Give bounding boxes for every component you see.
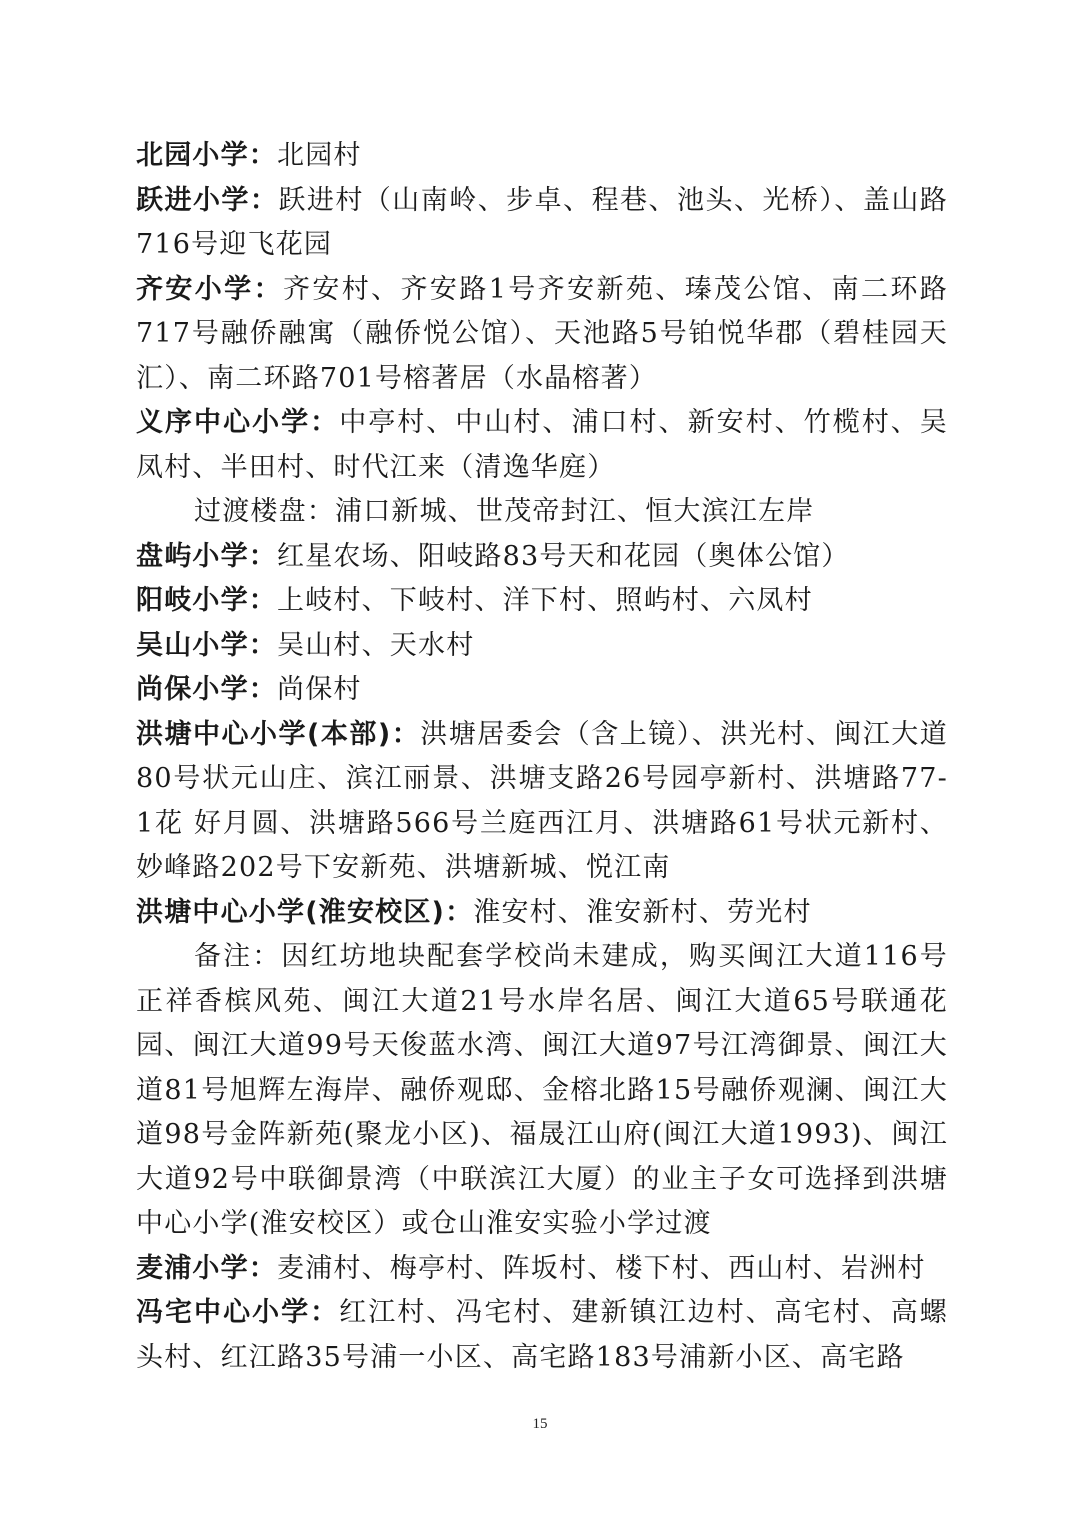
entry-beiyuan — [136, 134, 948, 179]
page-number: 15 — [532, 1416, 548, 1432]
catchment-area: 淮安村、淮安新村、劳光村 — [473, 896, 812, 928]
remark-text: 备注：因红坊地块配套学校尚未建成，购买闽江大道116号正祥香槟风苑、闽江大道21号水岸名居、闽江大道65号联通花园、闽江大道99号天俊蓝水湾、闽江大道97号江湾御景、闽江大道81号旭辉左海岸、融侨观邸、金榕北路15号融侨观澜、闽江大道98号金阵新苑(聚龙小区)、福晟江山府(闽江大道1993)、闽江大道92号中联御景湾（中联滨江大厦）的业主子女可选择到洪塘中心小学(淮安校区）或仓山淮安实验小学过渡 — [136, 941, 948, 1239]
entry-maipu — [136, 1247, 948, 1292]
school-name: 北园小学： — [136, 140, 277, 171]
catchment-area: 跃进村（山南岭、步卓、程巷、池头、光桥）、盖山路716号迎飞花园 — [136, 184, 948, 260]
catchment-area: 吴山村、天水村 — [277, 629, 475, 661]
transition-housing-note — [136, 490, 948, 535]
catchment-area: 麦浦村、梅亭村、阵坂村、楼下村、西山村、岩洲村 — [277, 1252, 926, 1284]
school-name: 跃进小学： — [136, 184, 279, 216]
catchment-area: 北园村 — [277, 140, 362, 171]
entry-wushan — [136, 624, 948, 669]
school-name: 尚保小学： — [136, 674, 277, 705]
transition-text: 过渡楼盘：浦口新城、世茂帝封江、恒大滨江左岸 — [194, 496, 815, 527]
school-name: 齐安小学： — [136, 273, 283, 305]
entry-yuejin — [136, 179, 948, 268]
catchment-area: 齐安村、齐安路1号齐安新苑、瑧茂公馆、南二环路717号融侨融寓（融侨悦公馆）、天池路5号铂悦华郡（碧桂园天汇）、南二环路701号榕著居（水晶榕著） — [136, 273, 948, 394]
school-name: 冯宅中心小学： — [136, 1297, 340, 1328]
school-name: 洪塘中心小学(淮安校区)： — [136, 896, 474, 928]
entry-shangbao — [136, 668, 948, 713]
catchment-area: 红星农场、阳岐路83号天和花园（奥体公馆） — [277, 540, 850, 572]
entry-hongtang-main — [136, 713, 948, 891]
catchment-area: 洪塘居委会（含上镜）、洪光村、闽江大道80号状元山庄、滨江丽景、洪塘支路26号园亭新村、洪塘路77-1花 好月圆、洪塘路566号兰庭西江月、洪塘路61号状元新村、妙峰路202号下安新苑、洪塘新城、悦江南 — [136, 718, 948, 883]
document-body — [136, 134, 948, 1380]
entry-fengzhai — [136, 1291, 948, 1380]
school-name: 义序中心小学： — [136, 407, 340, 438]
entry-qian — [136, 268, 948, 402]
entry-yixu — [136, 401, 948, 490]
remark-note — [136, 935, 948, 1247]
catchment-area: 尚保村 — [277, 674, 362, 705]
school-name: 盘屿小学： — [136, 540, 277, 572]
catchment-area: 上岐村、下岐村、洋下村、照屿村、六凤村 — [277, 585, 813, 616]
entry-panyu — [136, 535, 948, 580]
catchment-area: 红江村、冯宅村、建新镇江边村、高宅村、高螺头村、红江路35号浦一小区、高宅路183号浦新小区、高宅路 — [136, 1297, 949, 1373]
entry-yangqi — [136, 579, 948, 624]
school-name: 阳岐小学： — [136, 585, 277, 616]
school-name: 吴山小学： — [136, 629, 277, 661]
school-name: 洪塘中心小学(本部)： — [136, 718, 421, 750]
school-name: 麦浦小学： — [136, 1252, 277, 1284]
entry-hongtang-huaian — [136, 891, 948, 936]
catchment-area: 中亭村、中山村、浦口村、新安村、竹榄村、吴凤村、半田村、时代江来（清逸华庭） — [136, 407, 949, 483]
